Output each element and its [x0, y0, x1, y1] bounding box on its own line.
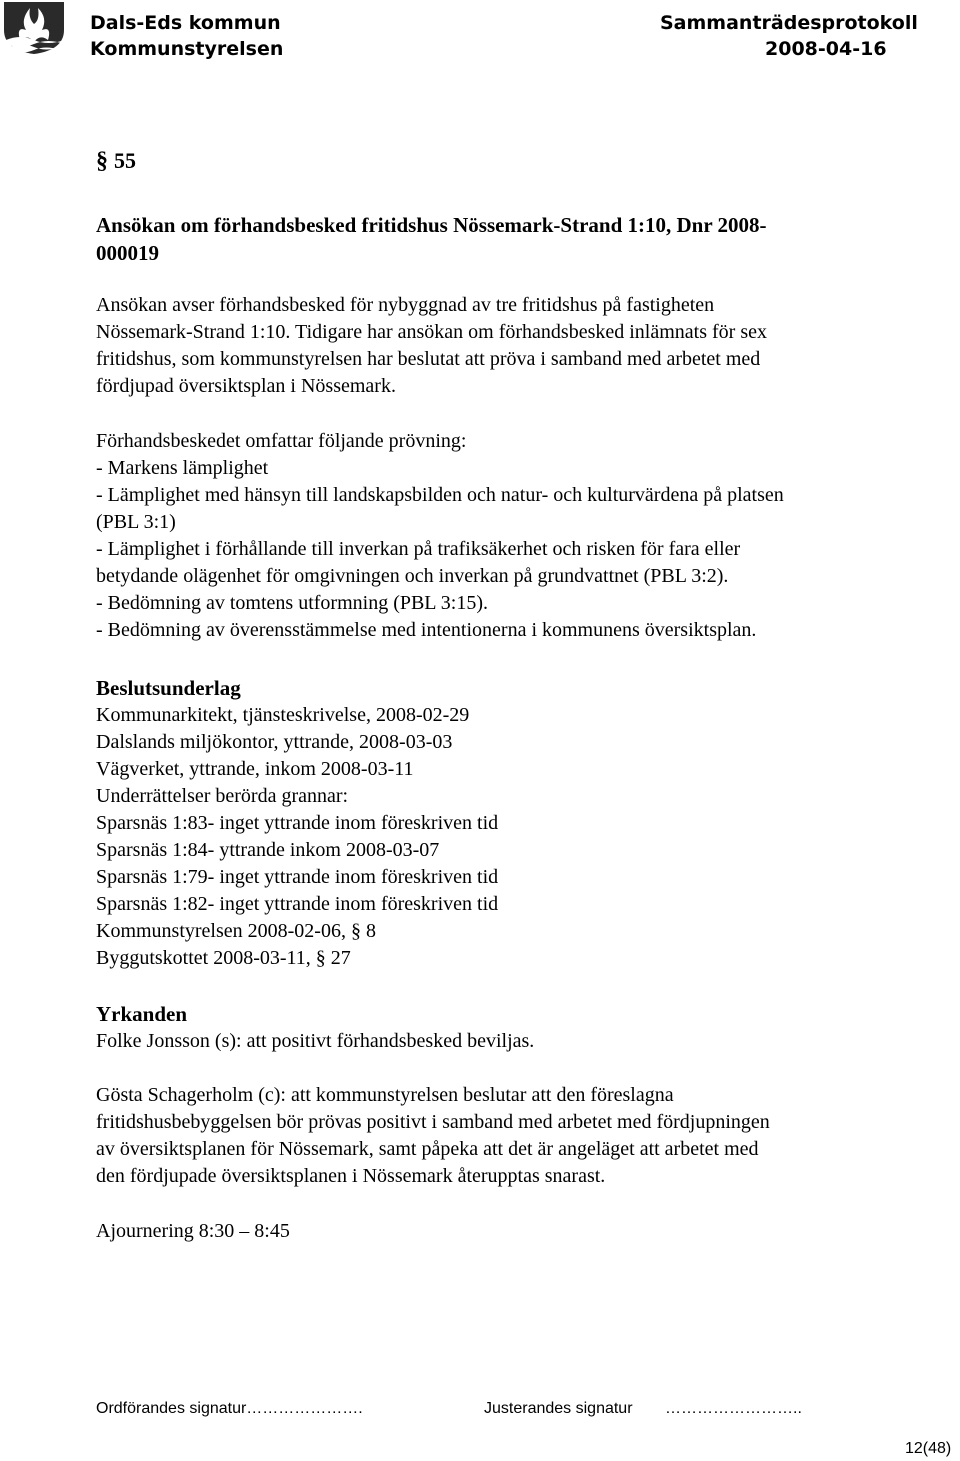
text-line: fördjupad översiktsplan i Nössemark. — [96, 375, 396, 397]
case-title — [96, 211, 921, 267]
basis-item: Sparsnäs 1:83- inget yttrande inom föreskriven tid — [96, 812, 499, 834]
municipality-name: Dals-Eds kommun — [90, 12, 281, 34]
text-line: fritidshusbebyggelsen bör prövas positivt i samband med arbetet med fördjupningen — [96, 1111, 770, 1133]
municipality-logo — [0, 0, 70, 56]
basis-item: Vägverket, yttrande, inkom 2008-03-11 — [96, 758, 414, 780]
basis-item: Dalslands miljökontor, yttrande, 2008-03-03 — [96, 731, 453, 753]
title-line: 000019 — [96, 241, 159, 265]
adjuster-signature-dots: …………………….. — [665, 1400, 802, 1417]
basis-item: Underrättelser berörda grannar: — [96, 785, 349, 807]
adjournment — [96, 1218, 921, 1245]
basis-item: Byggutskottet 2008-03-11, § 27 — [96, 947, 351, 969]
chair-signature: Ordförandes signatur…………………. — [96, 1400, 363, 1417]
text-line: av översiktsplanen för Nössemark, samt påpeka att det är angeläget att arbetet med — [96, 1138, 759, 1160]
text-line: - Lämplighet med hänsyn till landskapsbilden och natur- och kulturvärdena på platsen — [96, 484, 784, 506]
second-motion — [96, 1082, 921, 1190]
text-line: (PBL 3:1) — [96, 511, 176, 533]
text-line: Ansökan avser förhandsbesked för nybyggnad av tre fritidshus på fastigheten — [96, 294, 715, 316]
title-line: Ansökan om förhandsbesked fritidshus Nössemark-Strand 1:10, Dnr 2008- — [96, 213, 767, 237]
header-right — [660, 10, 918, 62]
basis-item: Kommunarkitekt, tjänsteskrivelse, 2008-02-29 — [96, 704, 470, 726]
basis-item: Sparsnäs 1:82- inget yttrande inom föreskriven tid — [96, 893, 499, 915]
paragraph-number — [96, 148, 136, 175]
text-line: Gösta Schagerholm (c): att kommunstyrelsen beslutar att den föreslagna — [96, 1084, 674, 1106]
page-number: 12(48) — [905, 1440, 952, 1457]
basis-item: Sparsnäs 1:84- yttrande inkom 2008-03-07 — [96, 839, 440, 861]
adjuster-signature: Justerandes signatur — [484, 1400, 633, 1417]
meeting-date: 2008-04-16 — [765, 38, 887, 60]
section-symbol: § — [96, 148, 108, 174]
motions — [96, 1000, 921, 1055]
motion-text: Folke Jonsson (s): att positivt förhandsbesked beviljas. — [96, 1030, 535, 1052]
basis-item: Kommunstyrelsen 2008-02-06, § 8 — [96, 920, 376, 942]
text-line: betydande olägenhet för omgivningen och inverkan på grundvattnet (PBL 3:2). — [96, 565, 729, 587]
committee-name: Kommunstyrelsen — [90, 38, 284, 60]
scope-list — [96, 428, 921, 644]
basis-item: Sparsnäs 1:79- inget yttrande inom föreskriven tid — [96, 866, 499, 888]
header-left — [90, 10, 283, 62]
text-line: Nössemark-Strand 1:10. Tidigare har ansökan om förhandsbesked inlämnats för sex — [96, 321, 767, 343]
adjournment-text: Ajournering 8:30 – 8:45 — [96, 1220, 290, 1242]
text-line: - Bedömning av tomtens utformning (PBL 3:15). — [96, 592, 489, 614]
document-type: Sammanträdesprotokoll — [660, 12, 918, 34]
section-number: 55 — [114, 148, 136, 173]
intro-paragraph — [96, 292, 921, 400]
text-line: - Lämplighet i förhållande till inverkan på trafiksäkerhet och risken för fara eller — [96, 538, 741, 560]
text-line: den fördjupade översiktsplanen i Nössemark återupptas snarast. — [96, 1165, 606, 1187]
decision-basis-heading: Beslutsunderlag — [96, 676, 241, 700]
text-line: - Bedömning av överensstämmelse med intentionerna i kommunens översiktsplan. — [96, 619, 757, 641]
text-line: fritidshus, som kommunstyrelsen har beslutat att pröva i samband med arbetet med — [96, 348, 761, 370]
text-line: Förhandsbeskedet omfattar följande prövning: — [96, 430, 467, 452]
motions-heading: Yrkanden — [96, 1002, 188, 1026]
decision-basis — [96, 674, 921, 972]
text-line: - Markens lämplighet — [96, 457, 269, 479]
